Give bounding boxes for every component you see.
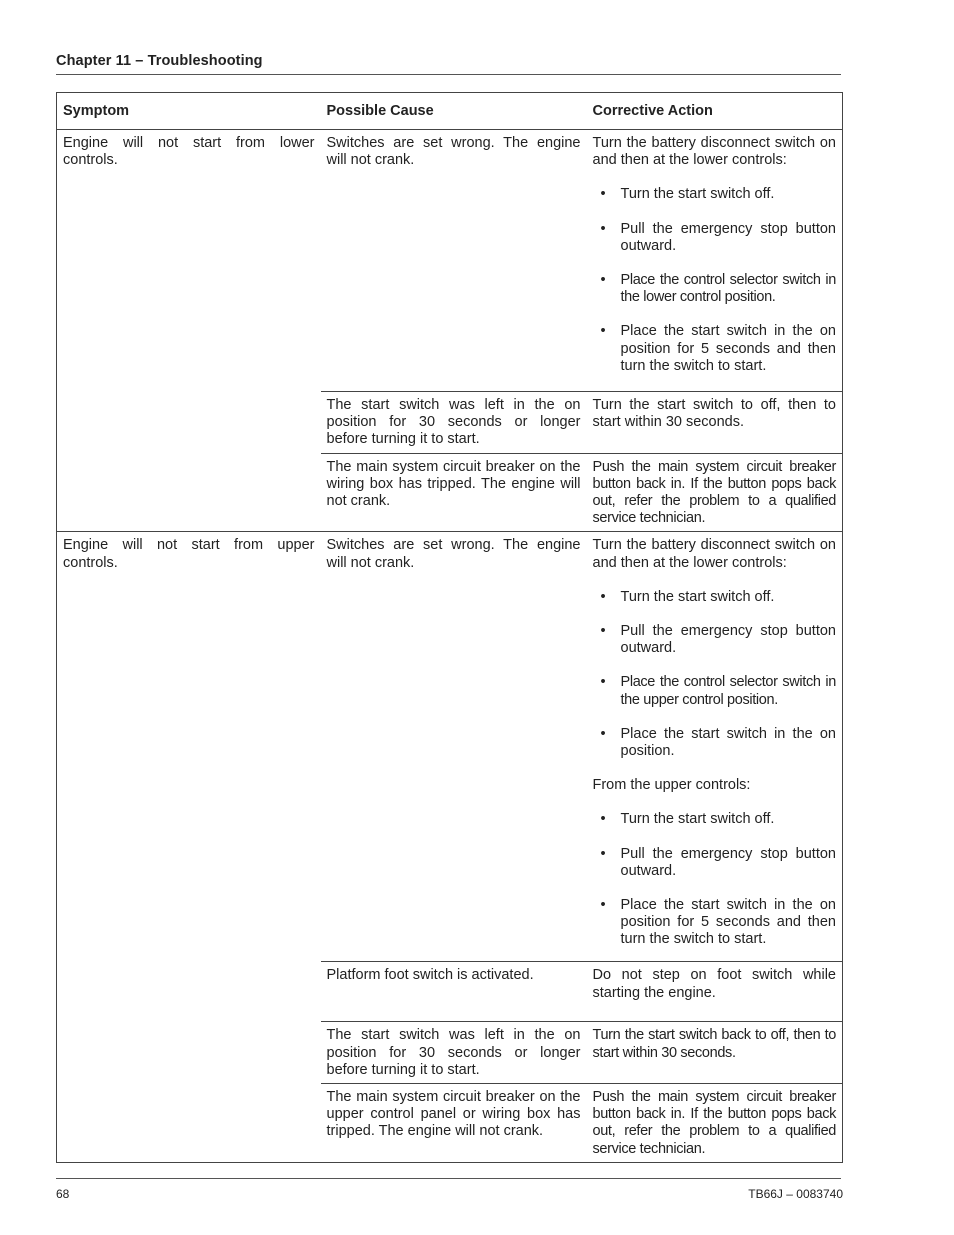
cause-cell [321,532,587,962]
action-text: Push the main system circuit breaker button back in. If the button pops back out, refer the problem to a qualified service technician. [592,458,836,527]
cause-cell [321,1084,587,1163]
footer-divider [56,1178,841,1179]
table-row [57,130,843,392]
action-text: Turn the start switch to off, then to start within 30 seconds. [592,397,836,431]
bullet-icon: • [600,811,606,828]
table-header-row [57,93,843,130]
cause-cell [321,392,587,454]
action-text: Turn the start switch back to off, then to start within 30 seconds. [592,1027,836,1061]
symptom-cell [57,130,321,532]
list-item: • Pull the emergency stop button outward. [600,845,836,879]
header-action: Corrective Action [587,93,843,130]
action-cell [587,392,843,454]
cause-text: Switches are set wrong. The engine will not crank. [326,135,581,169]
list-item: • Place the control selector switch in the lower control position. [600,272,836,306]
troubleshooting-table [56,92,843,1163]
cause-text: The start switch was left in the on position for 30 seconds or longer before turning it to start. [326,397,581,448]
list-item: • Turn the start switch off. [600,811,775,828]
action-intro: Turn the battery disconnect switch on and then at the lower controls: [592,537,836,571]
bullet-icon: • [600,186,606,203]
header-divider [56,74,841,75]
cause-text: Switches are set wrong. The engine will not crank. [326,537,581,571]
symptom-text: Engine will not start from lower controls. [63,135,315,169]
bullet-icon: • [600,897,606,914]
bullet-icon: • [600,725,606,742]
action-steps-upper [593,811,837,948]
action-intro: Turn the battery disconnect switch on and then at the lower controls: [592,135,836,169]
bullet-icon: • [600,588,606,605]
list-item: • Pull the emergency stop button outward. [600,623,836,657]
bullet-icon: • [600,623,606,640]
list-item: • Turn the start switch off. [600,588,775,605]
action-subheading: From the upper controls: [592,777,751,794]
list-item: • Place the start switch in the on position for 5 seconds and then turn the switch to start. [600,897,836,948]
table-row [57,532,843,962]
cause-cell [321,453,587,532]
bullet-icon: • [600,272,606,289]
bullet-icon: • [600,845,606,862]
action-cell [587,1084,843,1163]
chapter-title: Chapter 11 – Troubleshooting [56,53,263,69]
symptom-text: Engine will not start from upper controls. [63,537,315,571]
cause-text: The main system circuit breaker on the wiring box has tripped. The engine will not crank. [326,458,581,510]
bullet-icon: • [600,323,606,340]
action-cell [587,532,843,962]
symptom-cell [57,532,321,1162]
bullet-icon: • [600,220,606,237]
action-steps [593,589,837,760]
cause-cell [321,1022,587,1084]
cause-text: The main system circuit breaker on the upper control panel or wiring box has tripped. The engine will not crank. [326,1089,581,1140]
header-cause: Possible Cause [321,93,587,130]
list-item: • Place the start switch in the on position for 5 seconds and then turn the switch to start. [600,323,836,374]
cause-cell [321,130,587,392]
list-item: • Place the control selector switch in the upper control position. [600,674,836,708]
cause-text: The start switch was left in the on position for 30 seconds or longer before turning it to start. [326,1027,581,1078]
action-text: Push the main system circuit breaker button back in. If the button pops back out, refer the problem to a qualified service technician. [592,1089,836,1157]
list-item: • Pull the emergency stop button outward. [600,220,836,254]
action-cell [587,962,843,1022]
page-number: 68 [56,1187,70,1201]
action-cell [587,130,843,392]
list-item: • Place the start switch in the on position. [600,725,836,760]
bullet-icon: • [600,674,606,691]
action-cell [587,1022,843,1084]
action-cell [587,453,843,532]
document-id: TB66J – 0083740 [748,1187,843,1201]
cause-text: Platform foot switch is activated. [326,967,534,984]
action-text: Do not step on foot switch while starting the engine. [592,967,836,1001]
list-item: • Turn the start switch off. [600,186,775,203]
action-steps [593,186,837,375]
cause-cell [321,962,587,1022]
header-symptom: Symptom [57,93,321,130]
